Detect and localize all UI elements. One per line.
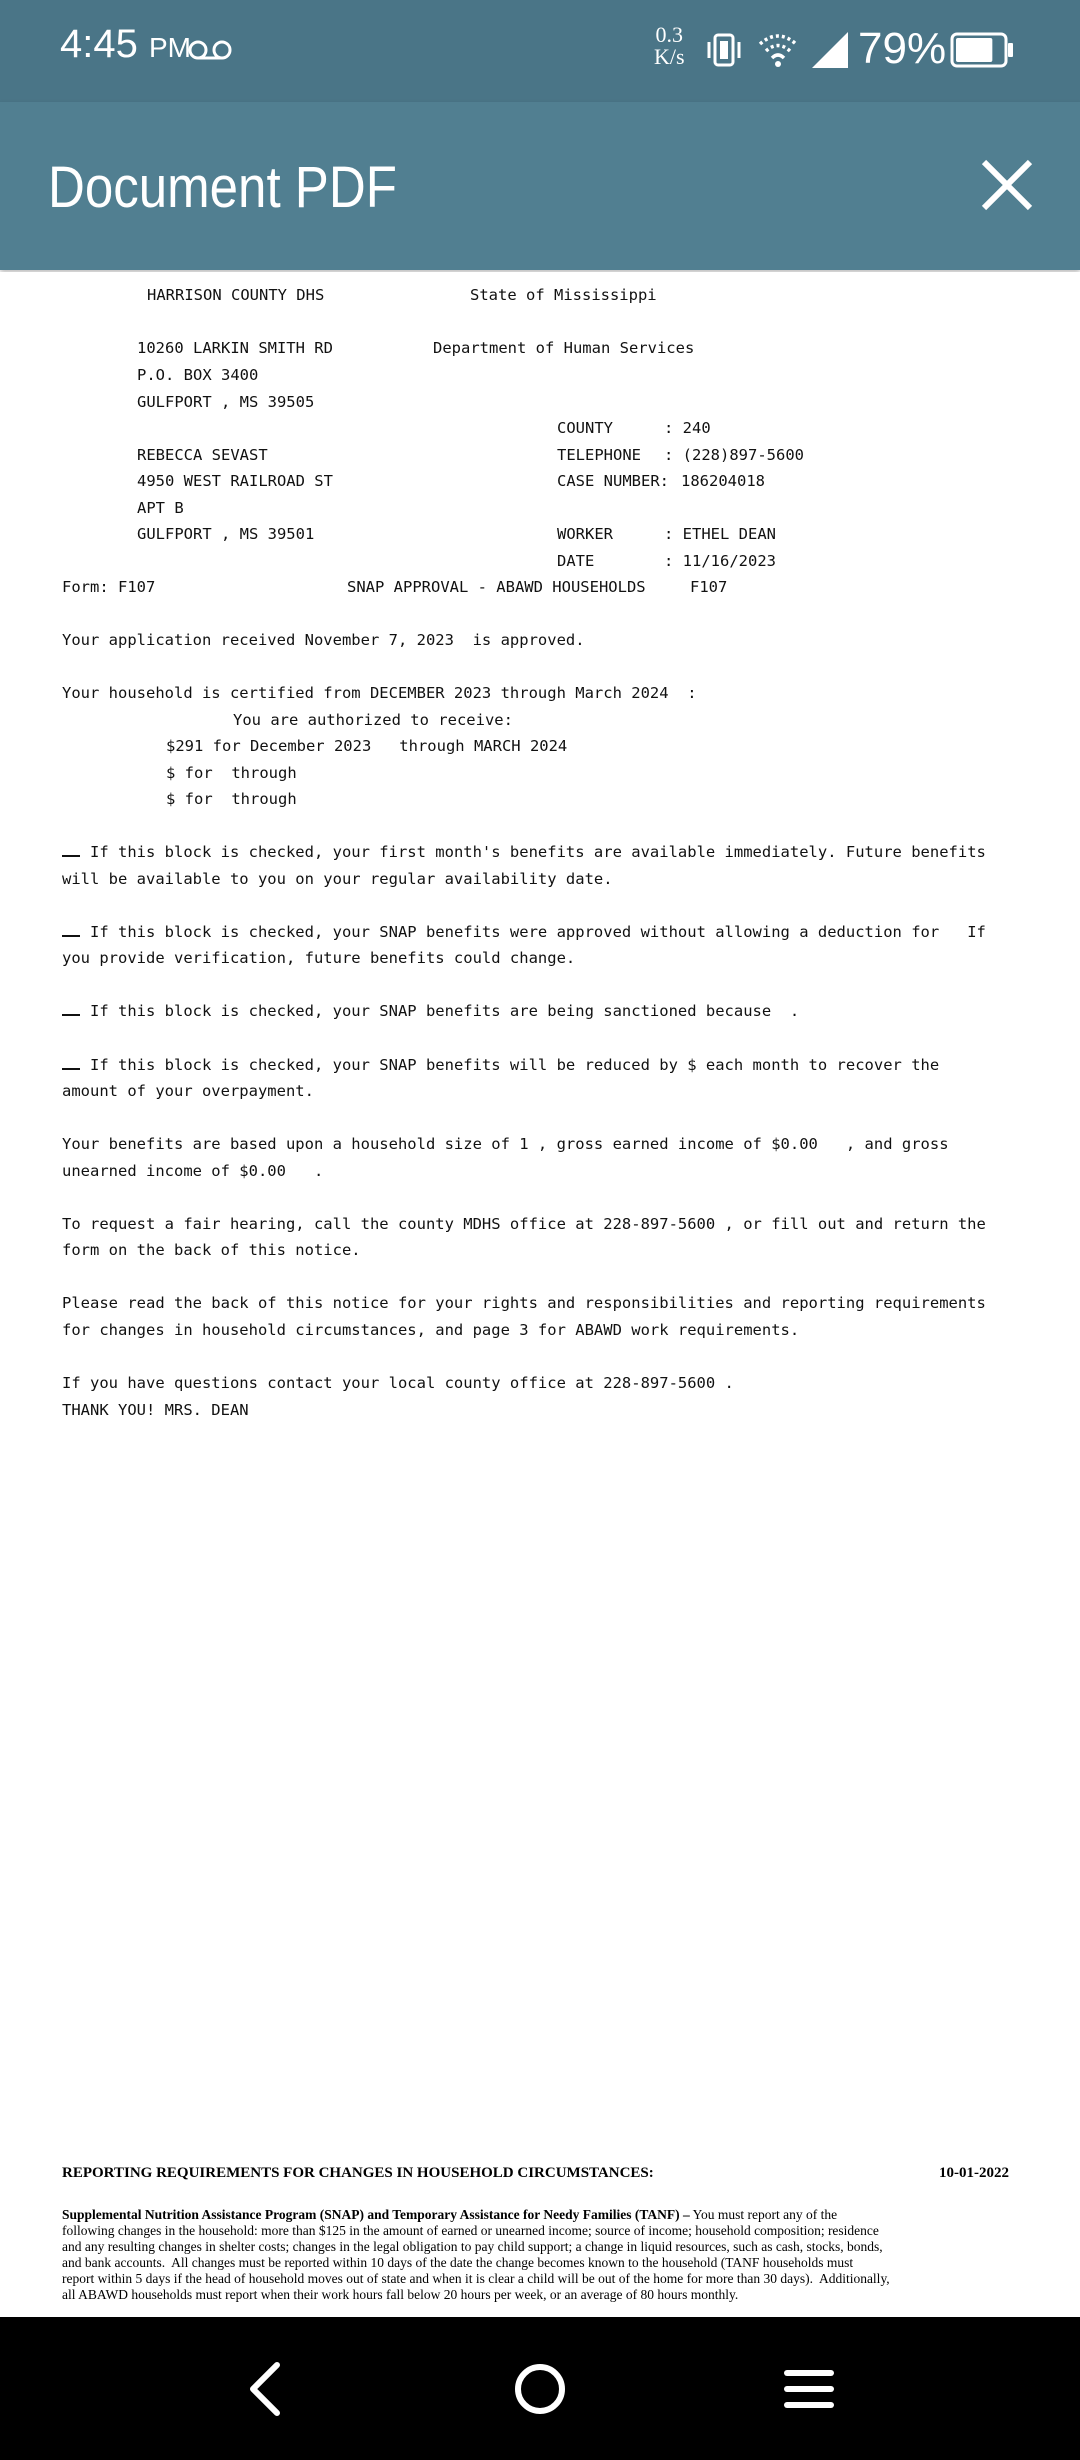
- form-title: SNAP APPROVAL - ABAWD HOUSEHOLDS: [347, 578, 646, 596]
- recipient-line: 4950 WEST RAILROAD ST: [137, 472, 333, 490]
- telephone-label: TELEPHONE: [557, 446, 641, 464]
- checkbox-block-text: amount of your overpayment.: [62, 1082, 314, 1100]
- pdf-document[interactable]: [0, 272, 1080, 2317]
- authorized-label: You are authorized to receive:: [233, 711, 513, 729]
- checkbox-block-text: If this block is checked, your SNAP benefits are being sanctioned because .: [90, 1002, 800, 1020]
- telephone-value: : (228)897-5600: [664, 446, 804, 464]
- checkbox-block-text: will be available to you on your regular availability date.: [62, 870, 613, 888]
- reporting-date: 10-01-2022: [939, 2165, 1009, 2181]
- signal-icon: [808, 30, 852, 70]
- date-label: DATE: [557, 552, 595, 570]
- office-address-line: GULFPORT , MS 39505: [137, 393, 315, 411]
- reporting-line: You must report any of the: [689, 2207, 838, 2222]
- rights-text: for changes in household circumstances, and page 3 for ABAWD work requirements.: [62, 1321, 800, 1339]
- checkbox-block-text: If this block is checked, your SNAP benefits were approved without allowing a deduction for If: [90, 923, 986, 941]
- checkbox-block-text: If this block is checked, your first month's benefits are available immediately. Future benefits: [90, 843, 986, 861]
- reporting-lead: Supplemental Nutrition Assistance Program (SNAP) and Temporary Assistance for Needy Families (TANF) –: [62, 2207, 690, 2222]
- questions-text: If you have questions contact your local county office at 228-897-5600 .: [62, 1374, 734, 1392]
- form-number: Form: F107: [62, 578, 156, 596]
- reporting-line: following changes in the household: more than $125 in the amount of earned or unearned income; source of income; household composition; residence: [62, 2223, 879, 2238]
- department-name: Department of Human Services: [433, 339, 695, 357]
- reporting-line: all ABAWD households must report when their work hours fall below 20 hours per week, or an average of 80 hours monthly.: [62, 2287, 739, 2302]
- reporting-body: [62, 2207, 1022, 2303]
- status-bar: [0, 0, 1080, 102]
- benefit-line: $ for through: [166, 790, 297, 808]
- rights-text: Please read the back of this notice for your rights and responsibilities and reporting requirements: [62, 1294, 986, 1312]
- recipient-line: REBECCA SEVAST: [137, 446, 268, 464]
- office-address-line: P.O. BOX 3400: [137, 366, 259, 384]
- worker-label: WORKER: [557, 525, 613, 543]
- checkbox-block-text: you provide verification, future benefits could change.: [62, 949, 576, 967]
- benefit-line: $291 for December 2023 through MARCH 2024: [166, 737, 568, 755]
- form-code: F107: [690, 578, 728, 596]
- close-icon[interactable]: [974, 152, 1040, 218]
- back-icon[interactable]: [237, 2357, 301, 2421]
- signature-text: THANK YOU! MRS. DEAN: [62, 1401, 249, 1419]
- app-bar: [0, 102, 1080, 270]
- network-speed: 0.3 K/s: [654, 22, 685, 69]
- page-title: Document PDF: [48, 155, 397, 220]
- worker-value: : ETHEL DEAN: [664, 525, 776, 543]
- benefit-basis: Your benefits are based upon a household size of 1 , gross earned income of $0.00 , and gross: [62, 1135, 949, 1153]
- reporting-title: REPORTING REQUIREMENTS FOR CHANGES IN HOUSEHOLD CIRCUMSTANCES:: [62, 2165, 654, 2181]
- vibrate-icon: [704, 30, 744, 70]
- office-address-line: 10260 LARKIN SMITH RD: [137, 339, 333, 357]
- wifi-icon: [756, 30, 800, 70]
- benefit-line: $ for through: [166, 764, 297, 782]
- status-time: 4:45 PM: [60, 22, 191, 66]
- reporting-line: and bank accounts. All changes must be reported within 10 days of the date the change becomes known to the household (TANF households must: [62, 2255, 854, 2270]
- reporting-line: report within 5 days if the head of household moves out of state and when it is clear a child will be out of the home for more than 30 days). Additionally,: [62, 2271, 890, 2286]
- recipient-line: APT B: [137, 499, 184, 517]
- case-number-value: 186204018: [681, 472, 765, 490]
- case-number-label: CASE NUMBER:: [557, 472, 669, 490]
- county-label: COUNTY: [557, 419, 613, 437]
- reporting-line: and any resulting changes in shelter costs; changes in the legal obligation to pay child support; a change in liquid resources, such as cash, stocks, bonds,: [62, 2239, 883, 2254]
- recipient-line: GULFPORT , MS 39501: [137, 525, 315, 543]
- fair-hearing-text: form on the back of this notice.: [62, 1241, 361, 1259]
- menu-icon[interactable]: [777, 2357, 841, 2421]
- header-left: HARRISON COUNTY DHS: [147, 286, 325, 304]
- battery-icon: [950, 32, 1014, 68]
- voicemail-icon: [188, 38, 232, 62]
- checkbox-block-text: If this block is checked, your SNAP benefits will be reduced by $ each month to recover the: [90, 1056, 940, 1074]
- header-right: State of Mississippi: [470, 286, 657, 304]
- home-icon[interactable]: [508, 2357, 572, 2421]
- navigation-bar: [0, 2317, 1080, 2460]
- certification-period: Your household is certified from DECEMBER 2023 through March 2024 :: [62, 684, 697, 702]
- date-value: : 11/16/2023: [664, 552, 776, 570]
- benefit-basis: unearned income of $0.00 .: [62, 1162, 324, 1180]
- fair-hearing-text: To request a fair hearing, call the county MDHS office at 228-897-5600 , or fill out and return the: [62, 1215, 986, 1233]
- application-status: Your application received November 7, 2023 is approved.: [62, 631, 585, 649]
- county-value: : 240: [664, 419, 711, 437]
- reporting-section: [0, 272, 1080, 2317]
- battery-percent: 79%: [858, 24, 947, 73]
